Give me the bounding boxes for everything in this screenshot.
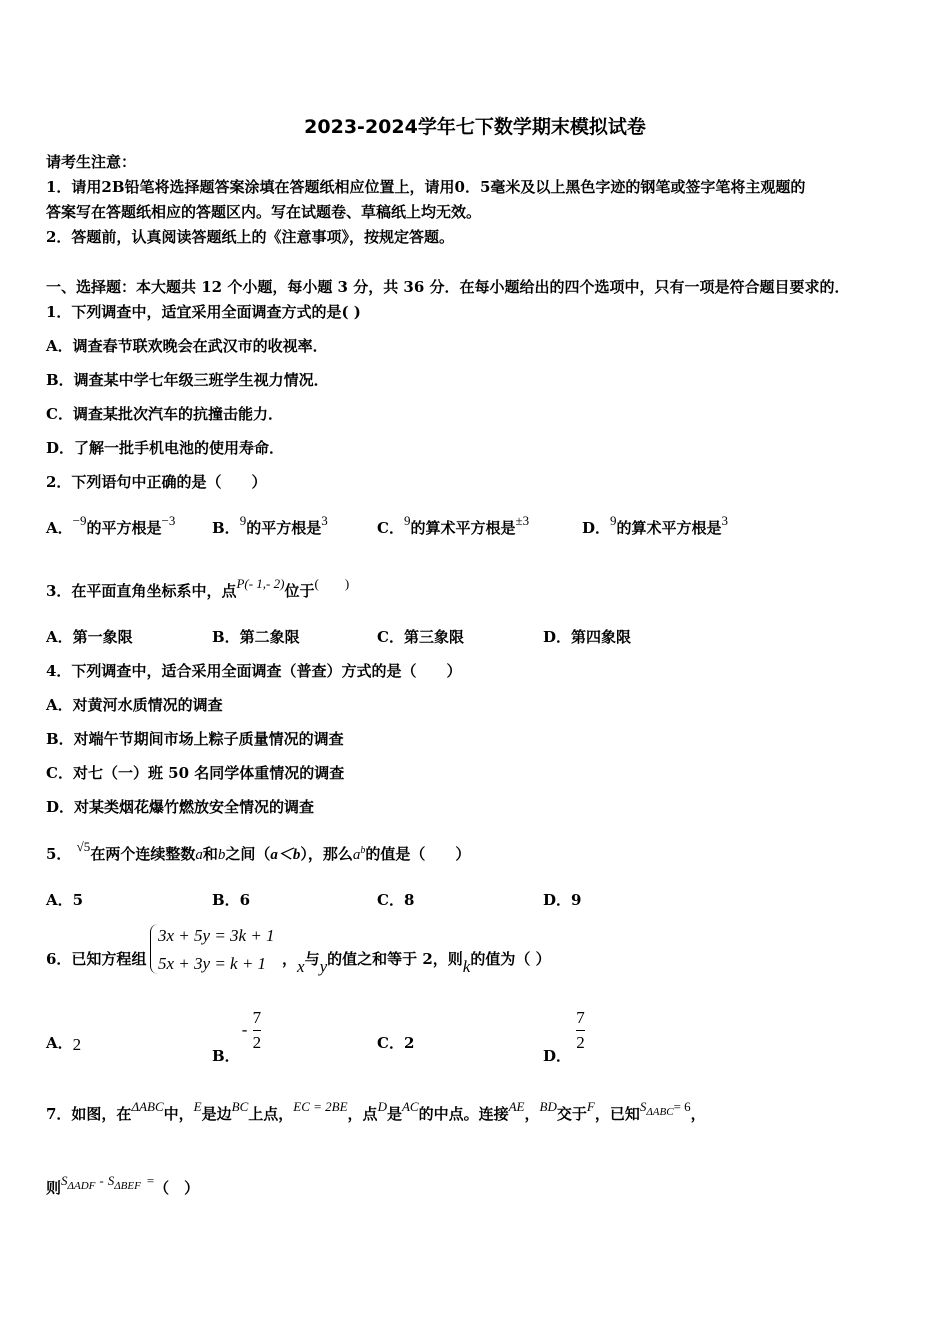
q4-option-b: B．对端午节期间市场上粽子质量情况的调查: [46, 730, 344, 748]
q6-b-denominator: 2: [252, 1033, 262, 1052]
q5-text2: 之间（: [225, 845, 271, 863]
notice-line-1b: 答案写在答题纸相应的答题区内。写在试题卷、草稿纸上均无效。: [46, 203, 482, 221]
q6-k: k: [462, 957, 471, 976]
q3-option-c: C．第三象限: [377, 628, 464, 646]
q6-equation-2: 5x + 3y = k + 1: [158, 954, 267, 973]
q7-t1: 中，: [163, 1105, 194, 1123]
q6-option-a: [46, 1033, 81, 1053]
q2-option-b: [212, 513, 328, 539]
q5-option-b: B．6: [212, 891, 251, 909]
q2-option-a: [46, 513, 176, 539]
q7-t6: 的中点。连接: [418, 1105, 509, 1123]
q5-and: 和: [202, 845, 218, 863]
q2-c-math1: 9: [403, 513, 411, 528]
q6-b-fraction: [253, 1008, 262, 1053]
q3-option-b: B．第二象限: [212, 628, 300, 646]
q6-d-label: D．: [543, 1046, 572, 1065]
q6-with: 与: [304, 950, 320, 968]
q2-b-text: 的平方根是: [246, 519, 322, 537]
q5-pow-base: a: [352, 847, 361, 863]
q4-stem: 4．下列调查中，适合采用全面调查（普查）方式的是（ ）: [46, 662, 462, 680]
q6-comma: ，: [282, 950, 298, 968]
notice-heading: 请考生注意：: [46, 153, 137, 171]
q7-t8: 交于: [556, 1105, 587, 1123]
q1-option-b: B．调查某中学七年级三班学生视力情况．: [46, 371, 329, 389]
q6-option-c: C．2: [377, 1034, 415, 1052]
q2-d-label: D．: [582, 519, 611, 537]
q2-d-math1: 9: [610, 513, 617, 528]
q2-c-math2: ±3: [515, 513, 530, 528]
q3-option-a: A．第一象限: [46, 628, 133, 646]
q2-d-text: 的算术平方根是: [616, 519, 722, 537]
q4-option-a: A．对黄河水质情况的调查: [46, 696, 223, 714]
q5-cond: a＜b: [270, 847, 301, 863]
q2-stem: 2．下列语句中正确的是（ ）: [46, 473, 267, 491]
q5-b: b: [217, 847, 226, 863]
q7-ac: AC: [401, 1099, 419, 1114]
q6-text: 的值之和等于 2，则: [327, 950, 463, 968]
q6-b-sign: -: [241, 1019, 248, 1039]
q7-triangle: ΔABC: [131, 1099, 164, 1114]
q5-a: a: [195, 847, 203, 863]
q2-a-text: 的平方根是: [86, 519, 162, 537]
q6-x: x: [297, 957, 305, 976]
q6-b-numerator: 7: [252, 1008, 262, 1027]
q7-t10: ，: [690, 1105, 706, 1123]
q7-s-sub: ΔABC: [646, 1106, 674, 1118]
q7-pre: 7．如图，在: [46, 1105, 132, 1123]
q6-d-fraction: [576, 1008, 585, 1053]
q6-d-denominator: 2: [576, 1033, 585, 1052]
q7-eq: EC = 2BE: [293, 1099, 348, 1114]
q2-option-d: [582, 513, 729, 539]
q7-t2: 是边: [201, 1105, 232, 1123]
q7-s2: S: [107, 1173, 115, 1188]
q7-bd: BD: [539, 1099, 557, 1114]
section-heading: 一、选择题：本大题共 12 个小题，每小题 3 分，共 36 分．在每小题给出的四个选项中，只有一项是符合题目要求的．: [46, 278, 850, 296]
q2-b-label: B．: [212, 519, 240, 537]
q7-t3: 上点，: [248, 1105, 294, 1123]
q5-text3: ），那么: [300, 845, 353, 863]
q6-y: y: [319, 957, 328, 976]
q6-stem-pre: 6．已知方程组: [46, 950, 147, 968]
q7-d: D: [377, 1099, 387, 1114]
q7-then: 则: [46, 1179, 62, 1197]
q2-option-c: [377, 513, 530, 539]
q7-s2-sub: ΔBEF: [114, 1180, 141, 1192]
q7-t4: ，点: [347, 1105, 378, 1123]
q3-point: P(- 1,- 2): [236, 576, 285, 591]
q6-equation-1: 3x + 5y = 3k + 1: [158, 926, 275, 945]
q3-stem: [46, 576, 350, 602]
q2-c-text: 的算术平方根是: [410, 519, 516, 537]
q6-a-value: 2: [72, 1035, 82, 1054]
q7-s1-sub: ΔADF: [67, 1180, 96, 1192]
q5-text4: 的值是（ ）: [365, 845, 471, 863]
q7-t9: ，已知: [594, 1105, 640, 1123]
q2-a-math2: −3: [161, 513, 176, 528]
q2-b-math1: 9: [239, 513, 247, 528]
q2-d-math2: 3: [721, 513, 729, 528]
q6-option-d: [543, 1008, 585, 1065]
q7-ae: AE: [508, 1099, 525, 1114]
q5-pow-exp: b: [360, 845, 366, 856]
q5-option-c: C．8: [377, 891, 415, 909]
notice-line-1: 1．请用2B铅笔将选择题答案涂填在答题纸相应位置上，请用0．5毫米及以上黑色字迹的钢笔或签字笔将主观题的: [46, 178, 806, 196]
page-title: 2023-2024学年七下数学期末模拟试卷: [304, 116, 646, 138]
q5-stem: [46, 839, 471, 867]
q7-s1: S: [61, 1173, 68, 1188]
q6-b-label: B．: [212, 1046, 240, 1065]
q3-option-d: D．第四象限: [543, 628, 632, 646]
q7-stem-line2: [46, 1173, 200, 1200]
q4-option-c: C．对七（一）班 50 名同学体重情况的调查: [46, 764, 345, 782]
q1-option-a: A．调查春节联欢晚会在武汉市的收视率．: [46, 337, 328, 355]
q6-equation-system: [158, 922, 275, 978]
q1-stem: 1．下列调查中，适宜采用全面调查方式的是( ): [46, 303, 361, 321]
q7-minus: -: [99, 1173, 104, 1188]
q7-paren: （ ）: [154, 1179, 200, 1197]
q2-a-math1: −9: [72, 513, 87, 528]
q5-option-d: D．9: [543, 891, 582, 909]
q6-d-numerator: 7: [576, 1008, 585, 1027]
q7-equals: =: [146, 1173, 155, 1188]
q4-option-d: D．对某类烟花爆竹燃放安全情况的调查: [46, 798, 315, 816]
q7-bc: BC: [231, 1099, 249, 1114]
q5-option-a: A．5: [46, 891, 84, 909]
q5-number: 5．: [46, 845, 72, 863]
q2-b-math2: 3: [321, 513, 328, 528]
q3-text-mid: 位于: [284, 582, 315, 600]
q7-s-val: = 6: [673, 1099, 691, 1114]
q6-stem-rest: [282, 949, 551, 976]
q7-s: S: [639, 1099, 647, 1114]
q6-end: 的值为（ ）: [470, 950, 551, 968]
q1-option-d: D．了解一批手机电池的使用寿命．: [46, 439, 285, 457]
q7-t5: 是: [386, 1105, 402, 1123]
q7-e: E: [193, 1099, 202, 1114]
q1-option-c: C．调查某批次汽车的抗撞击能力．: [46, 405, 283, 423]
q7-f: F: [586, 1099, 595, 1114]
notice-line-2: 2．答题前，认真阅读答题纸上的《注意事项》，按规定答题。: [46, 228, 454, 246]
q5-root: √5: [76, 839, 91, 854]
q2-c-label: C．: [377, 519, 404, 537]
q2-a-label: A．: [46, 519, 73, 537]
q7-stem: [46, 1099, 706, 1126]
q5-text1: 在两个连续整数: [90, 845, 196, 863]
q6-a-label: A．: [46, 1034, 73, 1052]
q6-option-b: [212, 1008, 262, 1065]
q3-text-pre: 3．在平面直角坐标系中，点: [46, 582, 237, 600]
q3-paren: ( ): [314, 576, 350, 591]
q7-t7: ，: [524, 1105, 540, 1123]
